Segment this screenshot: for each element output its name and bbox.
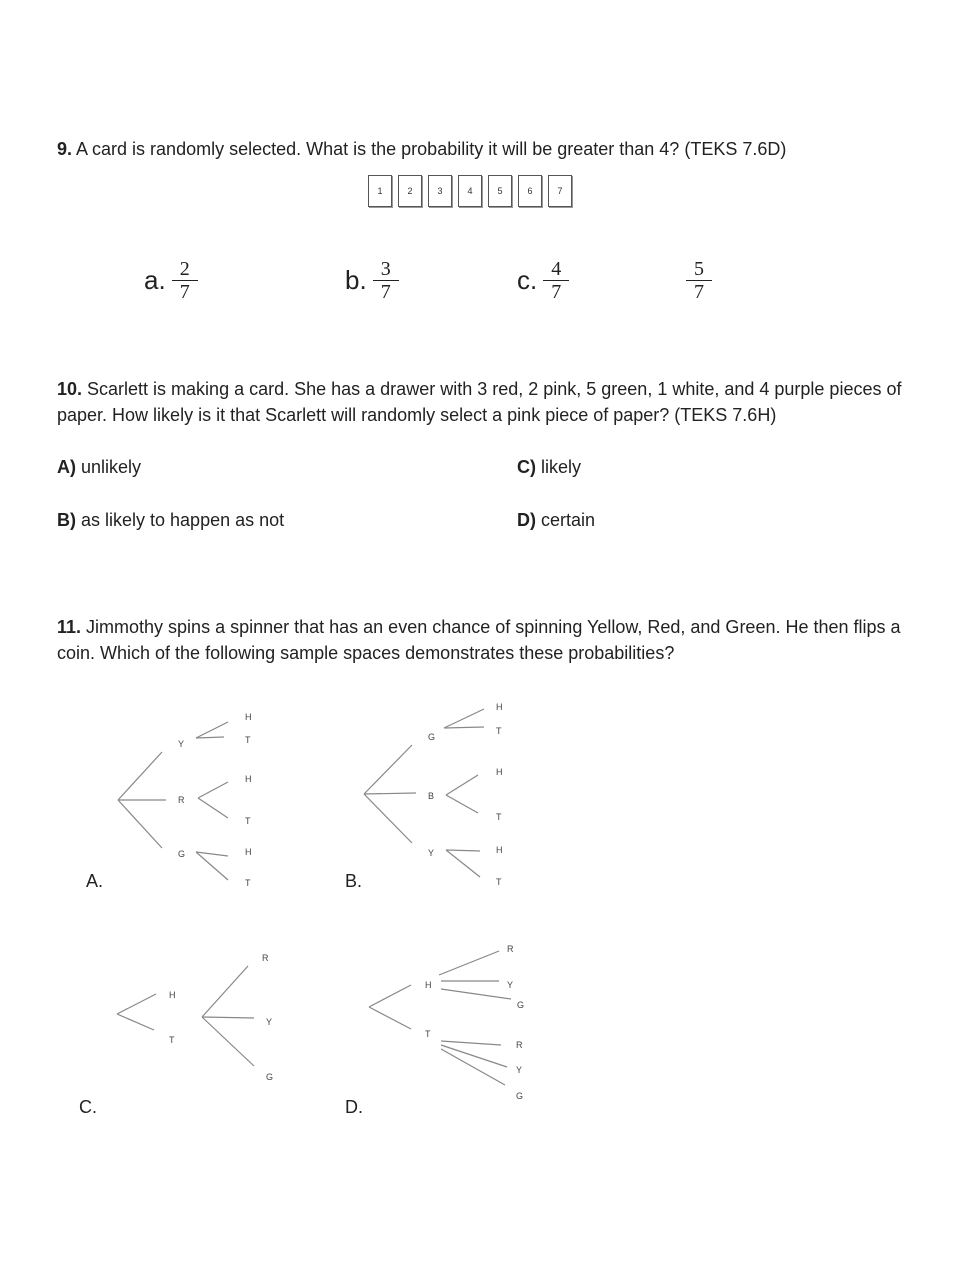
question-9-number: 9. [57, 139, 73, 159]
tree-node: G [178, 849, 186, 859]
denominator: 7 [551, 281, 562, 303]
tree-node: R [516, 1040, 523, 1050]
option-letter: b. [345, 265, 367, 295]
numerator: 4 [551, 258, 562, 280]
tree-label-a: A. [86, 871, 104, 891]
q10-option-a[interactable] [57, 457, 141, 478]
card: 2 [398, 175, 422, 207]
card: 3 [428, 175, 452, 207]
tree-node: Y [516, 1065, 523, 1075]
card: 7 [548, 175, 572, 207]
tree-diagram-b[interactable] [350, 695, 530, 895]
numerator: 2 [179, 258, 190, 280]
numerator: 5 [694, 258, 704, 280]
question-10-number: 10. [57, 379, 83, 399]
option-text: as likely to happen as not [76, 510, 285, 530]
tree-diagram-c[interactable] [100, 940, 300, 1090]
tree-node: T [425, 1029, 431, 1039]
tree-node: T [245, 735, 251, 745]
question-10-prompt: Scarlett is making a card. She has a drawer with 3 red, 2 pink, 5 green, 1 white, and 4 purple pieces of paper. How likely is it that Scarlett will randomly select a pink piece of paper? (TEKS 7.6H) [57, 379, 902, 425]
denominator: 7 [380, 281, 391, 303]
option-letter: D) [517, 510, 536, 530]
tree-node: T [245, 878, 251, 888]
numerator: 3 [380, 258, 391, 280]
tree-node: H [496, 767, 503, 777]
tree-node: H [245, 774, 252, 784]
tree-node: H [496, 702, 503, 712]
q10-option-b[interactable] [57, 510, 284, 531]
q10-option-d[interactable] [517, 510, 595, 531]
question-11-prompt: Jimmothy spins a spinner that has an even chance of spinning Yellow, Red, and Green. He then flips a coin. Which of the following sample spaces demonstrates these probabilities? [57, 617, 901, 663]
tree-label-c: C. [79, 1097, 97, 1117]
q9-option-b[interactable] [345, 258, 399, 303]
q10-option-c[interactable] [517, 457, 581, 478]
q9-option-c[interactable] [517, 258, 569, 303]
tree-diagram-d[interactable] [355, 935, 555, 1105]
option-letter: B) [57, 510, 76, 530]
tree-node: R [178, 795, 185, 805]
tree-node: B [428, 791, 435, 801]
tree-node: H [245, 712, 252, 722]
tree-label-d: D. [345, 1097, 363, 1117]
tree-node: G [266, 1072, 274, 1082]
question-9-text [57, 136, 937, 162]
tree-node: R [262, 953, 269, 963]
q9-option-a[interactable] [144, 258, 198, 303]
option-letter: C) [517, 457, 536, 477]
tree-node: Y [266, 1017, 273, 1027]
tree-node: T [245, 816, 251, 826]
option-text: unlikely [76, 457, 142, 477]
question-11-text [57, 614, 927, 666]
tree-node: Y [178, 739, 185, 749]
fraction [543, 258, 569, 303]
tree-node: G [517, 1000, 525, 1010]
tree-node: T [496, 877, 502, 887]
number-cards [368, 175, 572, 207]
question-9-prompt: A card is randomly selected. What is the probability it will be greater than 4? (TEKS 7.6D) [72, 139, 787, 159]
option-text: likely [536, 457, 582, 477]
question-10-text [57, 376, 927, 428]
q9-option-d[interactable] [686, 258, 712, 303]
tree-node: T [496, 726, 502, 736]
tree-node: H [169, 990, 176, 1000]
option-letter: a. [144, 265, 166, 295]
fraction [373, 258, 399, 303]
denominator: 7 [179, 281, 190, 303]
tree-node: G [428, 732, 436, 742]
tree-node: G [516, 1091, 524, 1101]
tree-node: Y [507, 980, 514, 990]
tree-node: T [169, 1035, 175, 1045]
card: 1 [368, 175, 392, 207]
tree-node: Y [428, 848, 435, 858]
tree-node: H [245, 847, 252, 857]
fraction [172, 258, 198, 303]
card: 6 [518, 175, 542, 207]
question-11-number: 11. [57, 617, 82, 637]
tree-label-b: B. [345, 871, 363, 891]
tree-diagram-a[interactable] [100, 700, 280, 895]
card: 4 [458, 175, 482, 207]
tree-node: T [496, 812, 502, 822]
tree-node: H [496, 845, 503, 855]
option-letter: c. [517, 265, 538, 295]
fraction [686, 258, 712, 303]
denominator: 7 [694, 281, 704, 303]
tree-node: R [507, 944, 514, 954]
option-text: certain [536, 510, 596, 530]
option-letter: A) [57, 457, 76, 477]
card: 5 [488, 175, 512, 207]
tree-node: H [425, 980, 432, 990]
